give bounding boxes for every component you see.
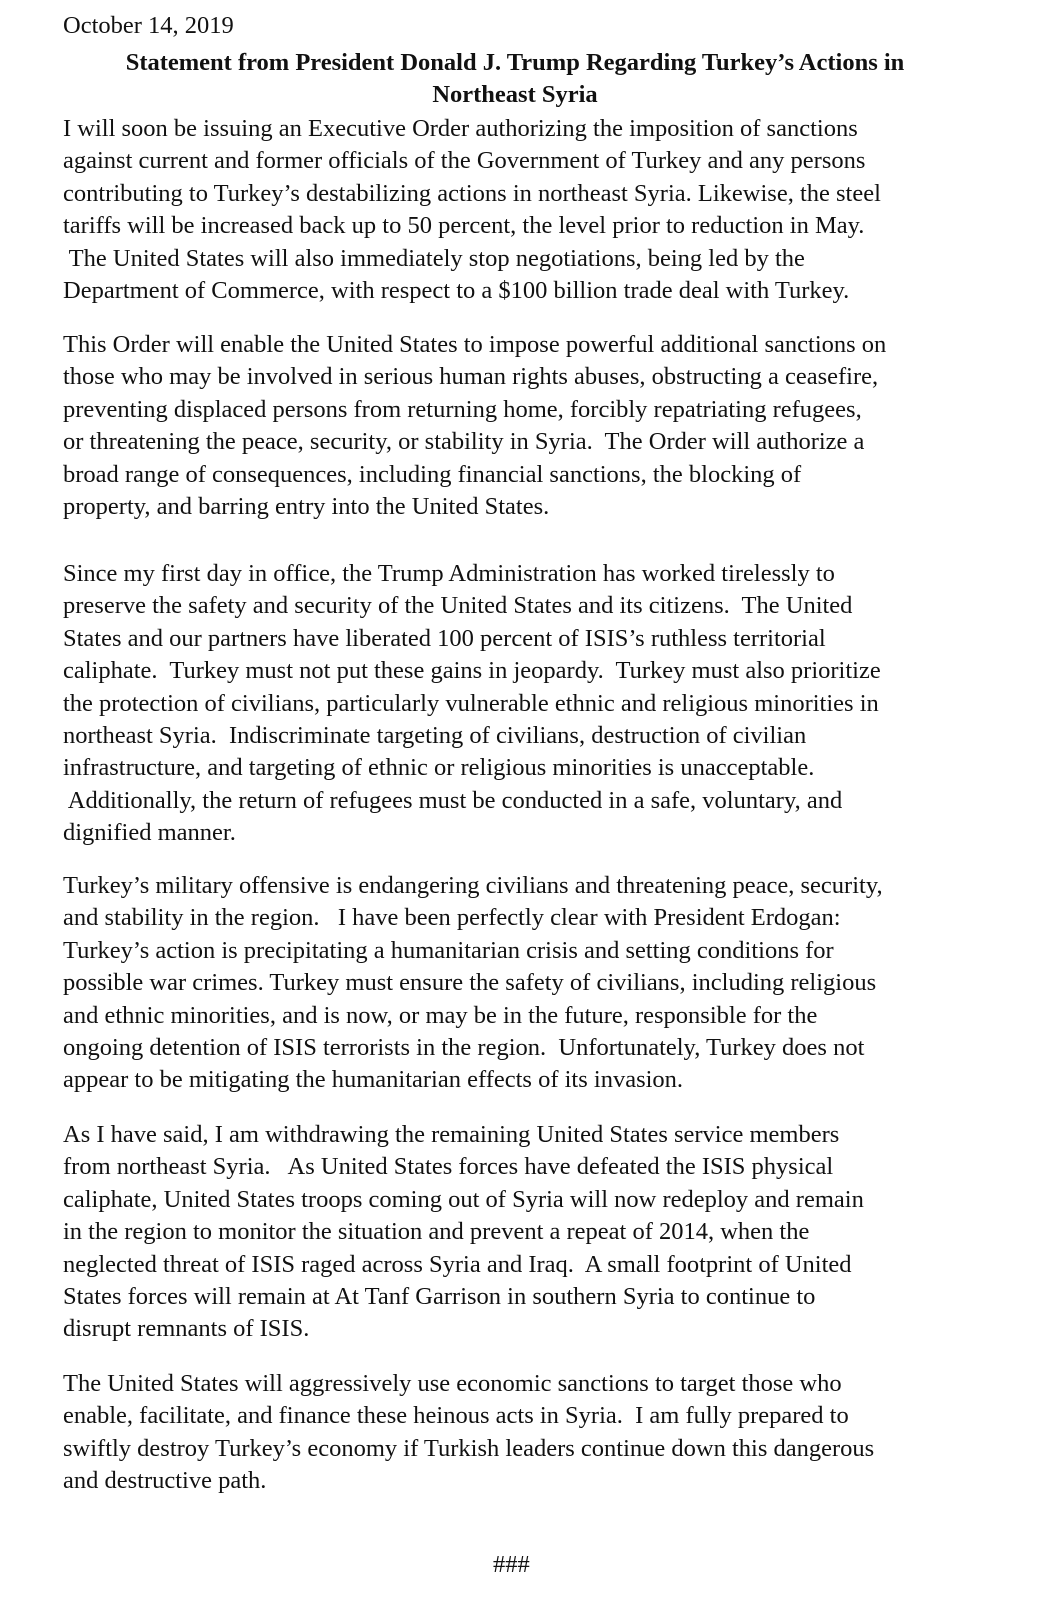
paragraph-line: enable, facilitate, and finance these heinous acts in Syria. I am fully prepared to [63,1402,849,1430]
paragraph-military-offensive [63,870,993,1097]
end-of-statement-mark: ### [493,1551,530,1578]
paragraph-line: Since my first day in office, the Trump Administration has worked tirelessly to [63,560,835,587]
paragraph-line: ongoing detention of ISIS terrorists in the region. Unfortunately, Turkey does not [63,1034,865,1062]
paragraph-line: caliphate, United States troops coming out of Syria will now redeploy and remain [63,1185,864,1213]
paragraph-line: disrupt remnants of ISIS. [63,1315,310,1343]
paragraph-administration-record [63,558,993,850]
paragraph-line: from northeast Syria. As United States forces have defeated the ISIS physical [63,1153,834,1181]
paragraph-line: in the region to monitor the situation and prevent a repeat of 2014, when the [63,1218,810,1246]
paragraph-line: those who may be involved in serious human rights abuses, obstructing a ceasefire, [63,363,879,391]
paragraph-line: appear to be mitigating the humanitarian effects of its invasion. [63,1066,684,1094]
paragraph-line: I will soon be issuing an Executive Order authorizing the imposition of sanctions [63,115,858,142]
statement-title [55,47,975,111]
paragraph-line: This Order will enable the United States to impose powerful additional sanctions on [63,331,887,358]
paragraph-economic-sanctions [63,1368,993,1498]
paragraph-line: and ethnic minorities, and is now, or may be in the future, responsible for the [63,1001,818,1029]
paragraph-line: against current and former officials of the Government of Turkey and any persons [63,147,866,175]
paragraph-line: preserve the safety and security of the United States and its citizens. The United [63,592,853,620]
paragraph-line: the protection of civilians, particularly vulnerable ethnic and religious minorities in [63,689,879,717]
paragraph-line: and stability in the region. I have been perfectly clear with President Erdogan: [63,904,841,932]
paragraph-line: tariffs will be increased back up to 50 percent, the level prior to reduction in May. [63,212,865,240]
paragraph-line: The United States will aggressively use economic sanctions to target those who [63,1370,842,1397]
paragraph-line: and destructive path. [63,1467,267,1495]
paragraph-line: Turkey’s action is precipitating a humanitarian crisis and setting conditions for [63,936,834,964]
paragraph-sanctions-announcement [63,113,993,307]
paragraph-line: contributing to Turkey’s destabilizing actions in northeast Syria. Likewise, the steel [63,179,881,207]
statement-date: October 14, 2019 [63,12,234,39]
paragraph-line: Additionally, the return of refugees must be conducted in a safe, voluntary, and [63,786,843,814]
paragraph-line: caliphate. Turkey must not put these gains in jeopardy. Turkey must also prioritize [63,657,881,685]
paragraph-line: property, and barring entry into the United States. [63,493,550,521]
title-line: Northeast Syria [432,81,598,108]
paragraph-line: dignified manner. [63,819,236,847]
paragraph-line: The United States will also immediately stop negotiations, being led by the [63,244,805,272]
paragraph-line: Department of Commerce, with respect to a $100 billion trade deal with Turkey. [63,277,850,305]
paragraph-line: Turkey’s military offensive is endangering civilians and threatening peace, security, [63,872,883,899]
paragraph-line: As I have said, I am withdrawing the remaining United States service members [63,1121,840,1148]
paragraph-troop-withdrawal [63,1119,993,1346]
paragraph-line: swiftly destroy Turkey’s economy if Turkish leaders continue down this dangerous [63,1434,875,1462]
paragraph-line: neglected threat of ISIS raged across Syria and Iraq. A small footprint of United [63,1250,852,1278]
paragraph-order-scope [63,329,993,523]
paragraph-line: States forces will remain at At Tanf Garrison in southern Syria to continue to [63,1283,816,1311]
title-line: Statement from President Donald J. Trump Regarding Turkey’s Actions in [125,49,905,76]
paragraph-line: or threatening the peace, security, or stability in Syria. The Order will authorize a [63,428,865,456]
paragraph-line: States and our partners have liberated 100 percent of ISIS’s ruthless territorial [63,624,826,652]
paragraph-line: possible war crimes. Turkey must ensure the safety of civilians, including religious [63,969,877,997]
paragraph-line: northeast Syria. Indiscriminate targeting of civilians, destruction of civilian [63,722,807,750]
paragraph-line: broad range of consequences, including financial sanctions, the blocking of [63,460,802,488]
paragraph-line: infrastructure, and targeting of ethnic or religious minorities is unacceptable. [63,754,815,782]
paragraph-line: preventing displaced persons from returning home, forcibly repatriating refugees, [63,395,862,423]
